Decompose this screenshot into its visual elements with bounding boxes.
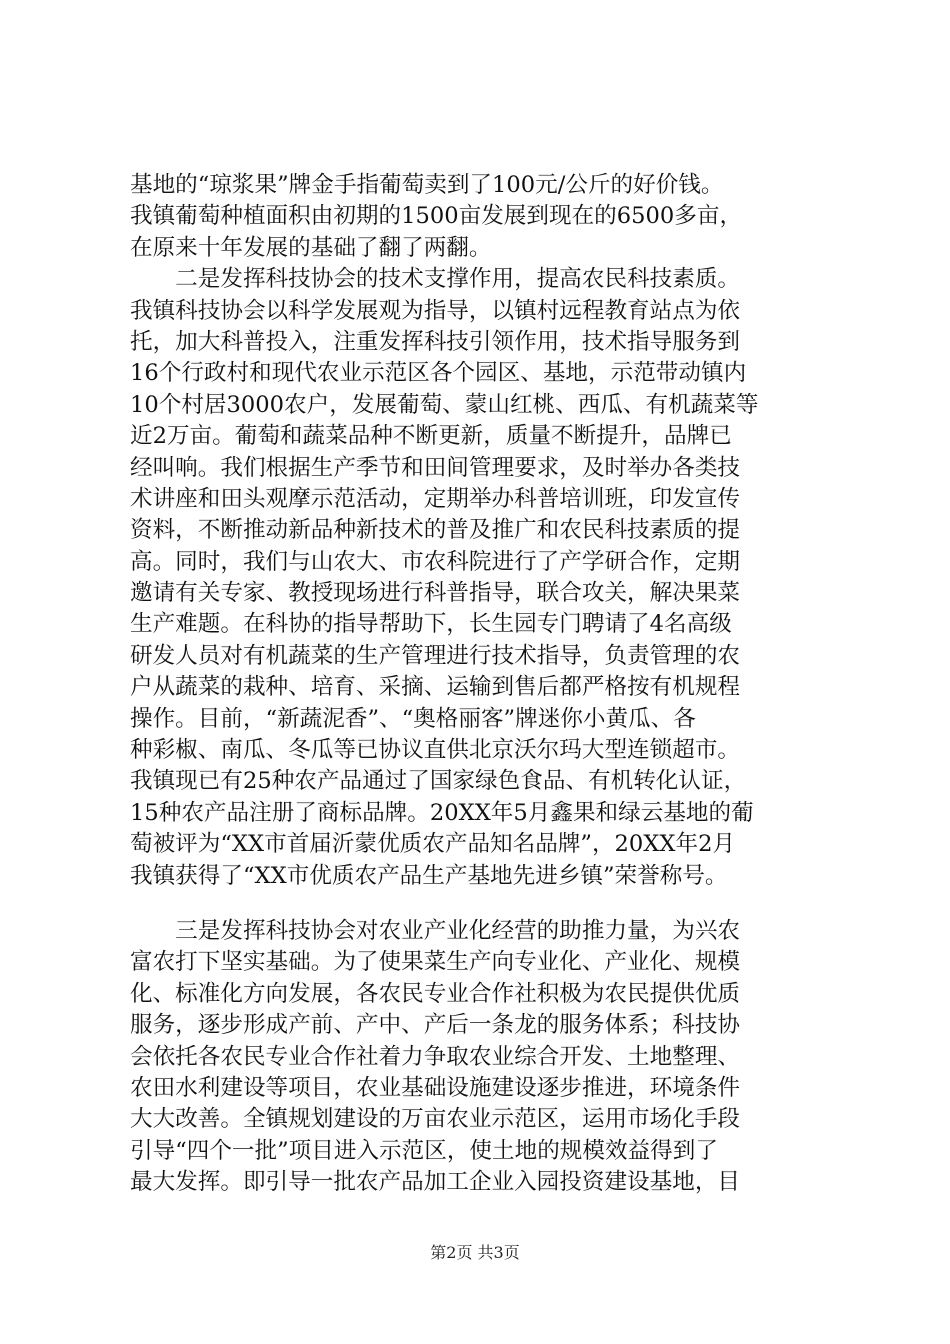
text-line: 种彩椒、南瓜、冬瓜等已协议直供北京沃尔玛大型连锁超市。	[130, 737, 741, 764]
text-line: 大大改善。全镇规划建设的万亩农业示范区，运用市场化手段	[130, 1106, 741, 1133]
text-line: 我镇科技协会以科学发展观为指导，以镇村远程教育站点为依	[130, 297, 741, 324]
text-line: 术讲座和田头观摩示范活动，定期举办科普培训班，印发宣传	[130, 485, 741, 512]
paragraph-block-1	[130, 170, 830, 892]
text-line: 引导“四个一批”项目进入示范区，使土地的规模效益得到了	[130, 1137, 718, 1164]
text-line: 二是发挥科技协会的技术支撑作用，提高农民科技素质。	[130, 266, 741, 293]
text-line: 近2万亩。葡萄和蔬菜品种不断更新，质量不断提升，品牌已	[130, 423, 732, 450]
page-footer: 第2页 共3页	[430, 1243, 520, 1262]
text-line: 资料，不断推动新品种新技术的普及推广和农民科技素质的提	[130, 517, 741, 544]
text-line: 15种农产品注册了商标品牌。20XX年5月鑫果和绿云基地的葡	[130, 799, 754, 826]
text-line: 农田水利建设等项目，农业基础设施建设逐步推进，环境条件	[130, 1074, 741, 1101]
text-line: 萄被评为“XX市首届沂蒙优质农产品知名品牌”，20XX年2月	[130, 831, 736, 858]
text-line: 经叫响。我们根据生产季节和田间管理要求，及时举办各类技	[130, 454, 741, 481]
text-line: 高。同时，我们与山农大、市农科院进行了产学研合作，定期	[130, 548, 741, 575]
text-line: 户从蔬菜的栽种、培育、采摘、运输到售后都严格按有机规程	[130, 674, 741, 701]
text-line: 会依托各农民专业合作社着力争取农业综合开发、土地整理、	[130, 1043, 741, 1070]
text-line: 16个行政村和现代农业示范区各个园区、基地，示范带动镇内	[130, 360, 747, 387]
text-line: 我镇葡萄种植面积由初期的1500亩发展到现在的6500多亩，	[130, 203, 743, 230]
text-line: 我镇现已有25种农产品通过了国家绿色食品、有机转化认证，	[130, 768, 747, 795]
text-line: 我镇获得了“XX市优质农产品生产基地先进乡镇”荣誉称号。	[130, 862, 728, 889]
text-line: 操作。目前，“新蔬泥香”、“奥格丽客”牌迷你小黄瓜、各	[130, 705, 696, 732]
text-line: 10个村居3000农户，发展葡萄、蒙山红桃、西瓜、有机蔬菜等	[130, 391, 759, 418]
text-line: 富农打下坚实基础。为了使果菜生产向专业化、产业化、规模	[130, 949, 741, 976]
text-line: 研发人员对有机蔬菜的生产管理进行技术指导，负责管理的农	[130, 642, 741, 669]
text-line: 化、标准化方向发展，各农民专业合作社积极为农民提供优质	[130, 980, 741, 1007]
text-line: 邀请有关专家、教授现场进行科普指导，联合攻关，解决果菜	[130, 580, 741, 607]
text-line: 基地的“琼浆果”牌金手指葡萄卖到了100元/公斤的好价钱。	[130, 172, 724, 198]
text-line: 服务，逐步形成产前、产中、产后一条龙的服务体系；科技协	[130, 1012, 741, 1039]
text-line: 托，加大科普投入，注重发挥科技引领作用，技术指导服务到	[130, 328, 741, 355]
text-line: 在原来十年发展的基础了翻了两翻。	[130, 234, 492, 261]
text-line: 最大发挥。即引导一批农产品加工企业入园投资建设基地，目	[130, 1169, 741, 1196]
paragraph-block-2	[130, 916, 830, 1199]
text-line: 生产难题。在科协的指导帮助下，长生园专门聘请了4名高级	[130, 611, 732, 638]
text-line: 三是发挥科技协会对农业产业化经营的助推力量，为兴农	[130, 918, 741, 944]
